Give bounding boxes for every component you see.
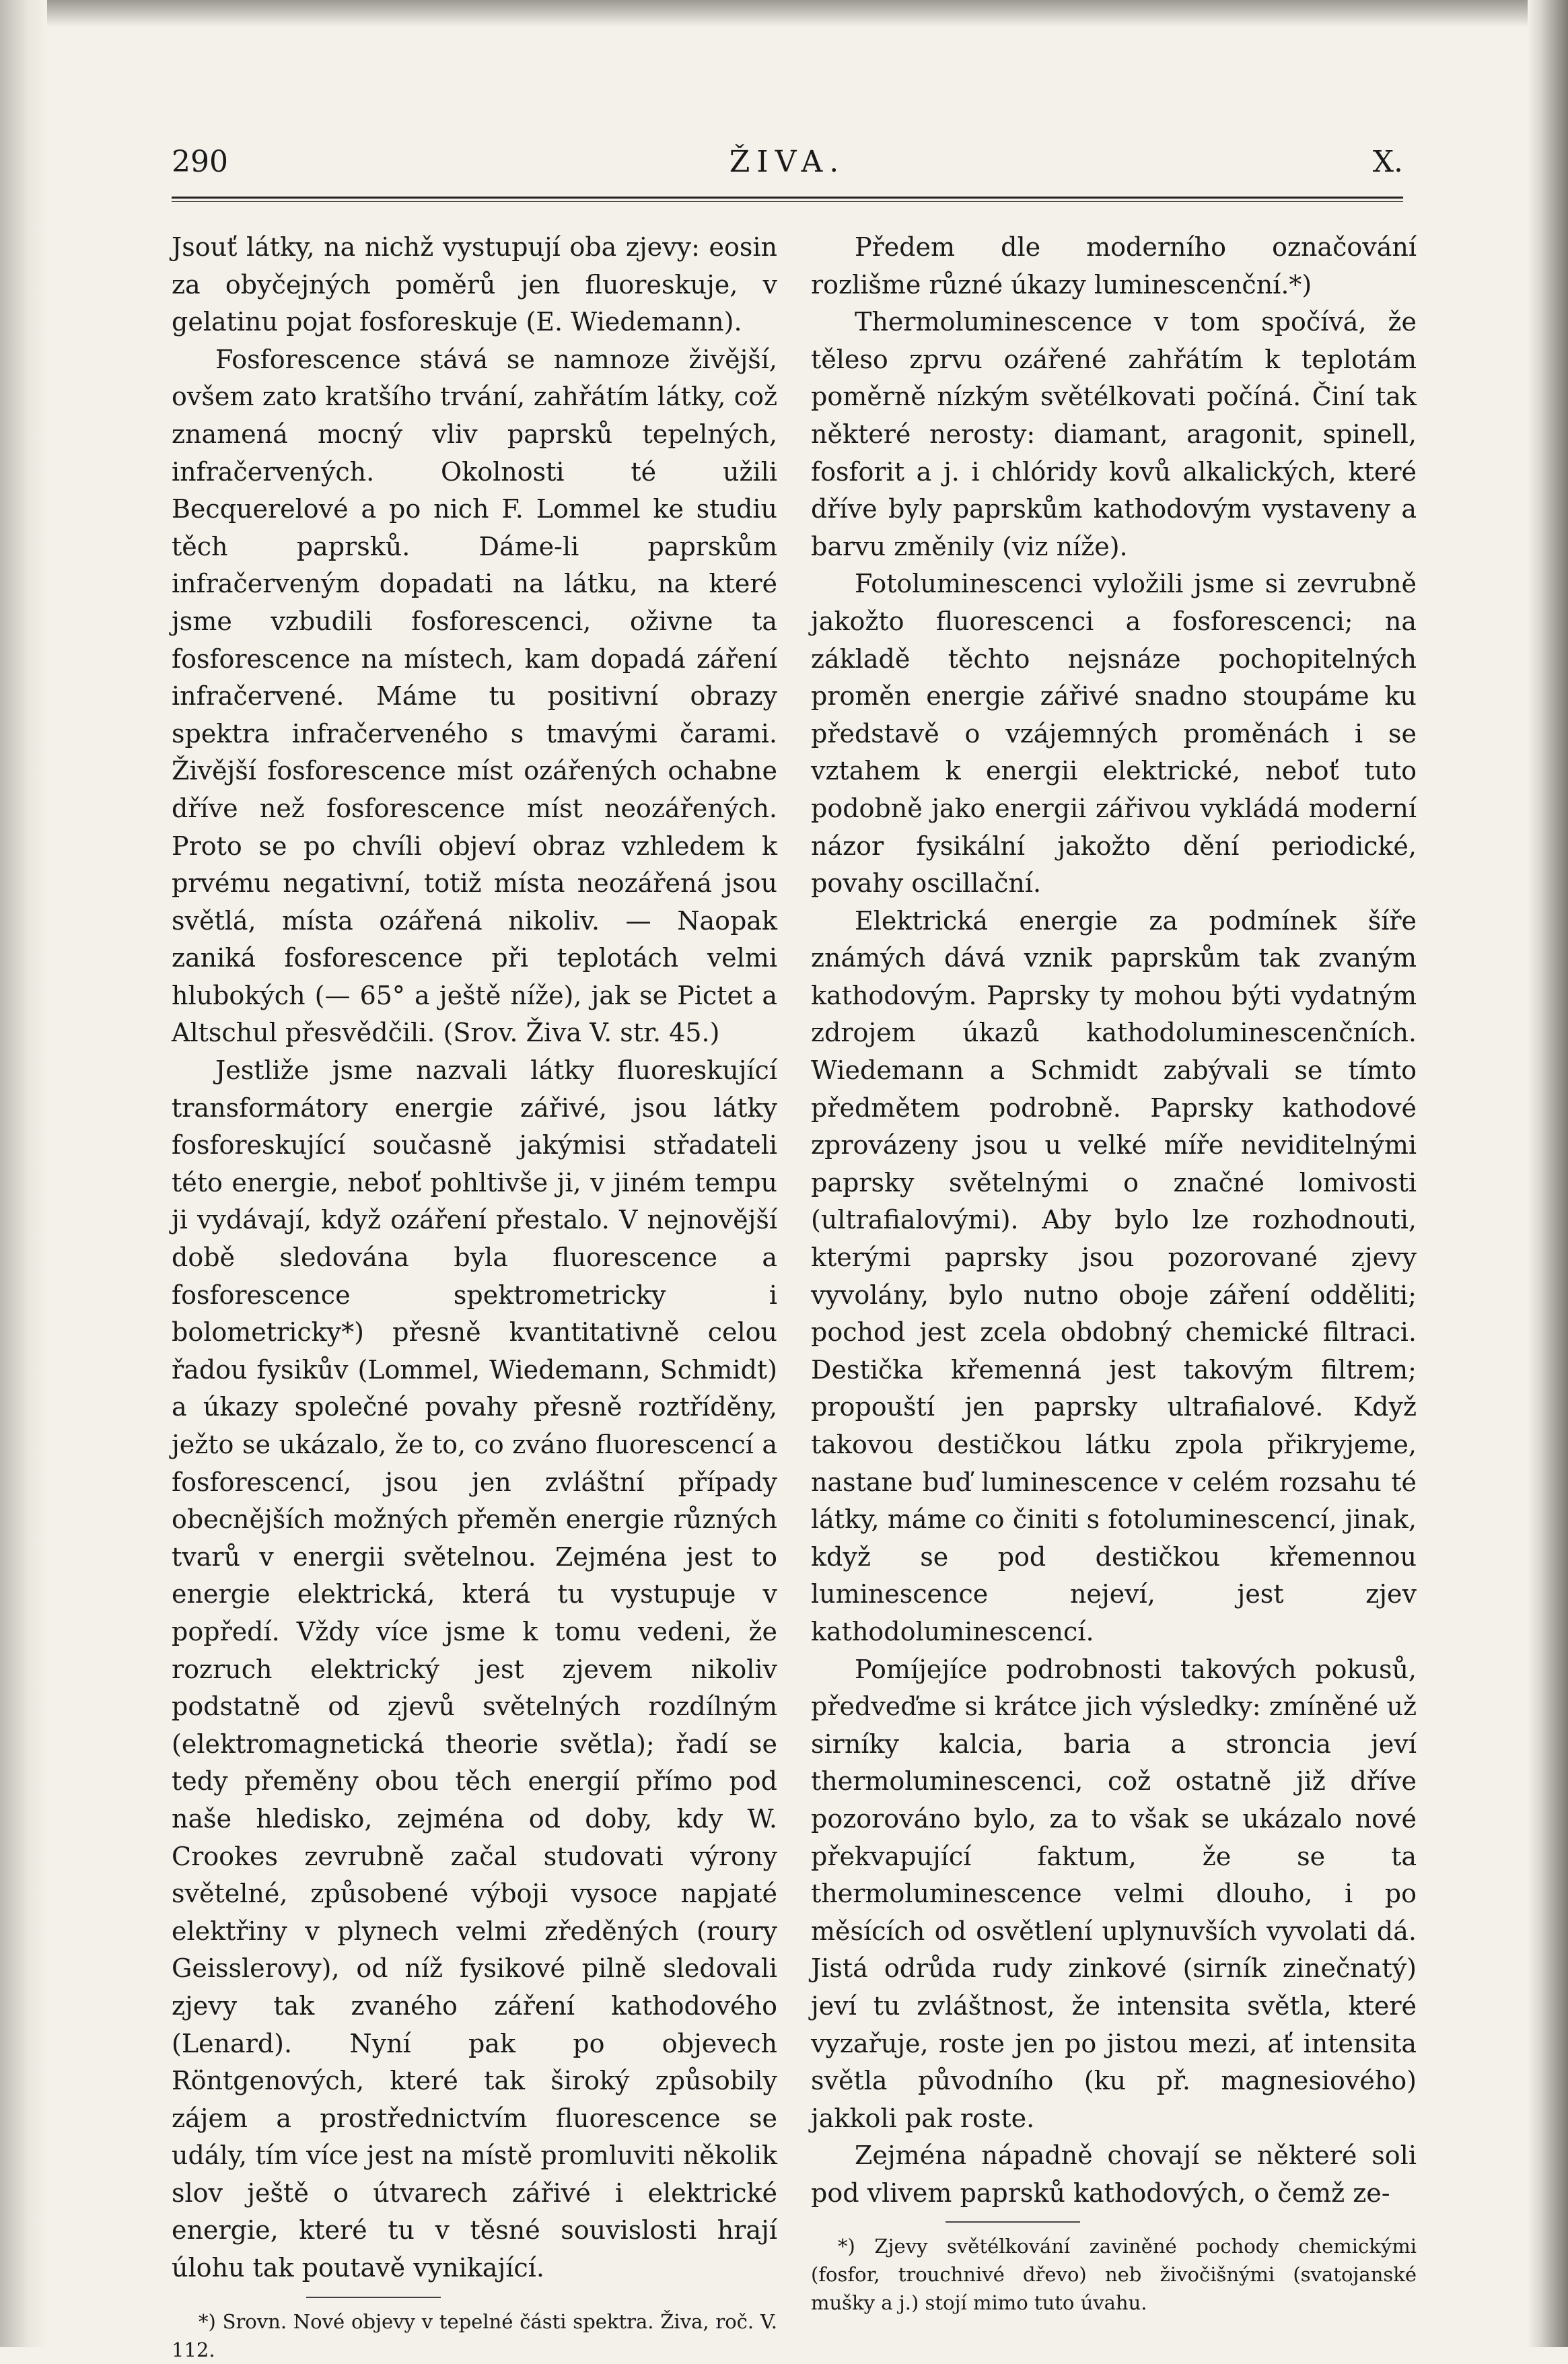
scan-shadow-top [0, 0, 1568, 27]
scan-shadow-right [1528, 0, 1568, 2347]
paragraph: Fosforescence stává se namnoze živější, ovšem zato kratšího trvání, zahřátím látky, což znamená mocný vliv paprsků tepelných, infračervených. Okolnosti té užili Becquerelové a po nich F. Lommel ke studiu těch paprsků. Dáme-li paprskům infračerveným dopadati na látku, na které jsme vzbudili fosforescenci, oživne ta fosforescence na místech, kam dopadá záření infračervené. Máme tu positivní obrazy spektra infračerveného s tmavými čarami. Živější fosforescence míst ozářených ochabne dříve než fosforescence míst neozářených. Proto se po chvíli objeví obraz vzhledem k prvému negativní, totiž místa neozářená jsou světlá, místa ozářená nikoliv. — Naopak zaniká fosforescence při teplotách velmi hlubokých (— 65° a ještě níže), jak se Pictet a Altschul přesvědčili. (Srov. Živa V. str. 45.) [172, 344, 777, 1048]
paragraph: Fotoluminescenci vyložili jsme si zevrubně jakožto fluorescenci a fosforescenci; na základě těchto nejsnáze pochopitelných proměn energie zářivé snadno stoupáme ku představě o vzájemných proměnách i se vztahem k energii elektrické, neboť tuto podobně jako energii zářivou vykládá moderní názor fysikální jakožto dění periodické, povahy oscillační. [811, 569, 1417, 899]
left-column [172, 229, 777, 2364]
volume-number: X. [1372, 145, 1403, 179]
footnote: *) Srovn. Nové objevy v tepelné části spektra. Živa, roč. V. 112. [172, 2309, 777, 2361]
paragraph: Předem dle moderního označování rozlišme různé úkazy luminescenční.*) [811, 232, 1417, 300]
footnote-rule [306, 2297, 441, 2298]
journal-title: ŽIVA. [729, 145, 846, 179]
paragraph: Zejména nápadně chovají se některé soli pod vlivem paprsků kathodových, o čemž ze- [811, 2141, 1417, 2208]
footnote-rule [946, 2221, 1080, 2223]
paragraph: Pomíjejíce podrobnosti takových pokusů, předveďme si krátce jich výsledky: zmíněné už sirníky kalcia, baria a stroncia jeví thermoluminescenci, což ostatně již dříve pozorováno bylo, za to však se ukázalo nové překvapující faktum, že se ta thermoluminescence velmi dlouho, i po měsících od osvětlení uplynuvších vyvolati dá. Jistá odrůda rudy zinkové (sirník zinečnatý) jeví tu zvláštnost, že intensita světla, které vyzařuje, roste jen po jistou mezi, ať intensita světla původního (ku př. magnesiového) jakkoli pak roste. [811, 1654, 1417, 2133]
header-rule [172, 197, 1403, 202]
right-column [811, 229, 1417, 2317]
footnote: *) Zjevy světélkování zaviněné pochody chemickými (fosfor, trouchnivé dřevo) neb živočišnými (svatojanské mušky a j.) stojí mimo tuto úvahu. [811, 2235, 1417, 2315]
page-number: 290 [172, 145, 228, 179]
scan-shadow-left [0, 0, 47, 2347]
running-header [172, 145, 1403, 192]
paragraph: Thermoluminescence v tom spočívá, že těleso zprvu ozářené zahřátím k teplotám poměrně nízkým světélkovati počíná. Činí tak některé nerosty: diamant, aragonit, spinell, fosforit a j. i chlóridy kovů alkalických, které dříve byly paprskům kathodovým vystaveny a barvu změnily (viz níže). [811, 307, 1417, 561]
paragraph: Elektrická energie za podmínek šíře známých dává vznik paprskům tak zvaným kathodovým. Paprsky ty mohou býti vydatným zdrojem úkazů kathodoluminescenčních. Wiedemann a Schmidt zabývali se tímto předmětem podrobně. Paprsky kathodové zprovázeny jsou u velké míře neviditelnými paprsky světelnými o značné lomivosti (ultrafialovými). Aby bylo lze rozhodnouti, kterými paprsky jsou pozorované zjevy vyvolány, bylo nutno oboje záření odděliti; pochod jest zcela obdobný chemické filtraci. Destička křemenná jest takovým filtrem; propouští jen paprsky ultrafialové. Když takovou destičkou látku zpola přikryjeme, nastane buď luminescence v celém rozsahu té látky, máme co činiti s fotoluminescencí, jinak, když se pod destičkou křemennou luminescence nejeví, jest zjev kathodoluminescencí. [811, 905, 1417, 1646]
paragraph: Jestliže jsme nazvali látky fluoreskující transformátory energie zářivé, jsou látky fosforeskující současně jakýmisi střadateli této energie, neboť pohltivše ji, v jiném tempu ji vydávají, když ozáření přestalo. V nejnovější době sledována byla fluorescence a fosforescence spektrometricky i bolometricky*) přesně kvantitativně celou řadou fysikův (Lommel, Wiedemann, Schmidt) a úkazy společné povahy přesně roztříděny, ježto se ukázalo, že to, co zváno fluorescencí a fosforescencí, jsou jen zvláštní případy obecnějších možných přeměn energie různých tvarů v energii světelnou. Zejména jest to energie elektrická, která tu vystupuje v popředí. Vždy více jsme k tomu vedeni, že rozruch elektrický jest zjevem nikoliv podstatně od zjevů světelných rozdílným (elektromagnetická theorie světla); řadí se tedy přeměny obou těch energií přímo pod naše hledisko, zejména od doby, kdy W. Crookes zevrubně začal studovati výrony světelné, způsobené výboji vysoce napjaté elektřiny v plynech velmi zředěných (roury Geisslerovy), od níž fysikové pilně sledovali zjevy tak zvaného záření kathodového (Lenard). Nyní pak po objevech Röntgenových, které tak široký způsobily zájem a prostřednictvím fluorescence se udály, tím více jest na místě promluviti několik slov ještě o útvarech zářivé i elektrické energie, které tu v těsné souvislosti hrají úlohu tak poutavě vynikající. [172, 1055, 777, 2283]
paragraph: Jsouť látky, na nichž vystupují oba zjevy: eosin za obyčejných poměrů jen fluoreskuje, v gelatinu pojat fosforeskuje (E. Wiedemann). [172, 232, 777, 337]
